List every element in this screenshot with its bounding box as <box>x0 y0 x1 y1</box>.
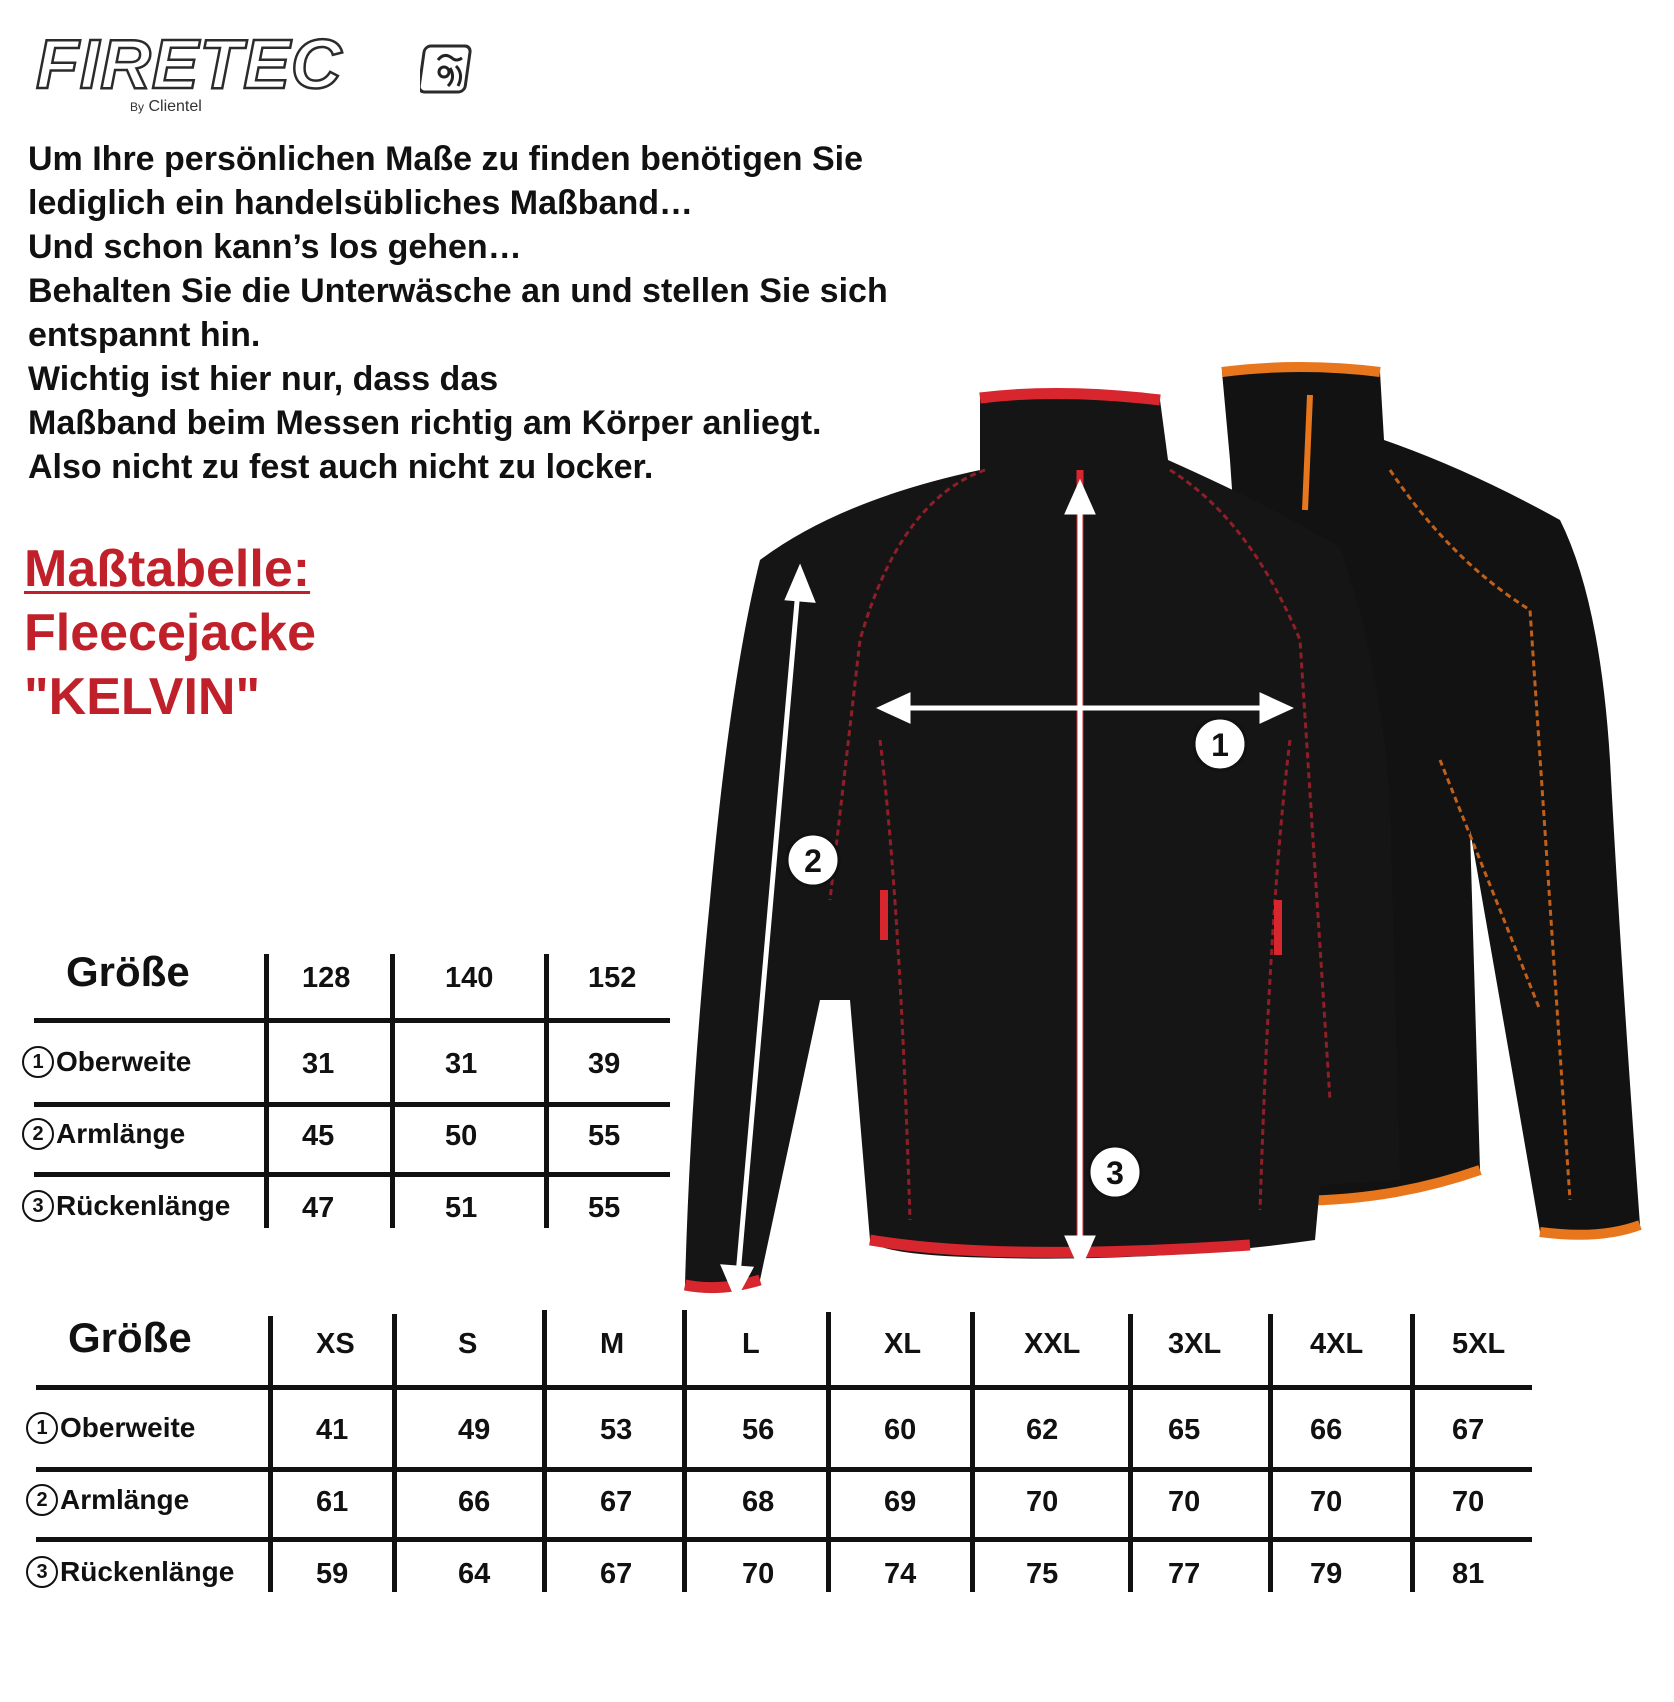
row-label-text: Rückenlänge <box>60 1556 235 1587</box>
table-divider <box>392 1314 397 1592</box>
table-divider <box>390 954 395 1228</box>
table-header-label: Größe <box>66 948 190 995</box>
table-cell: 61 <box>316 1486 349 1518</box>
table-cell: 68 <box>742 1486 775 1518</box>
intro-line: entspannt hin. <box>28 316 261 354</box>
size-header: 152 <box>588 962 637 994</box>
intro-line: Um Ihre persönlichen Maße zu finden benötigen Sie <box>28 140 863 178</box>
table-cell: 70 <box>1026 1486 1059 1518</box>
table-cell: 59 <box>316 1558 349 1590</box>
front-jacket-red-trim <box>685 393 1400 1287</box>
table-cell: 31 <box>302 1048 335 1080</box>
table-cell: 70 <box>742 1558 775 1590</box>
table-cell: 51 <box>445 1192 478 1224</box>
table-cell: 70 <box>1452 1486 1485 1518</box>
table-divider <box>542 1310 547 1592</box>
table-cell: 70 <box>1168 1486 1201 1518</box>
marker-3 <box>1089 1146 1141 1198</box>
table-cell: 81 <box>1452 1558 1485 1590</box>
logo-wordmark: FIRETEC <box>36 25 343 103</box>
title-line: Fleecejacke <box>24 604 317 662</box>
table-rule <box>34 1172 670 1177</box>
intro-line: Behalten Sie die Unterwäsche an und stellen Sie sich <box>28 272 888 310</box>
table-cell: 66 <box>458 1486 491 1518</box>
size-header: L <box>742 1328 760 1360</box>
table-cell: 31 <box>445 1048 478 1080</box>
table-rule <box>34 1102 670 1107</box>
intro-line: Und schon kann’s los gehen… <box>28 228 522 266</box>
title-line: "KELVIN" <box>24 668 261 726</box>
table-divider <box>268 1316 273 1592</box>
table-divider <box>1410 1314 1415 1592</box>
row-label-text: Oberweite <box>56 1046 192 1077</box>
table-cell: 67 <box>1452 1414 1485 1446</box>
table-cell: 45 <box>302 1120 335 1152</box>
table-cell: 67 <box>600 1558 633 1590</box>
table-cell: 55 <box>588 1120 621 1152</box>
table-cell: 69 <box>884 1486 917 1518</box>
marker-1-label: 1 <box>1211 727 1229 763</box>
size-header: XL <box>884 1328 922 1360</box>
intro-line: Maßband beim Messen richtig am Körper anliegt. <box>28 404 822 442</box>
table-cell: 70 <box>1310 1486 1343 1518</box>
table-row-label <box>26 1484 189 1516</box>
table-divider <box>826 1312 831 1592</box>
number-1-icon: 1 <box>22 1046 54 1078</box>
size-header: 128 <box>302 962 351 994</box>
table-rule <box>36 1467 1532 1472</box>
size-header: 5XL <box>1452 1328 1506 1360</box>
row-label-text: Armlänge <box>56 1118 186 1149</box>
table-cell: 53 <box>600 1414 633 1446</box>
table-cell: 56 <box>742 1414 775 1446</box>
size-header: XS <box>316 1328 355 1360</box>
table-cell: 75 <box>1026 1558 1059 1590</box>
table-cell: 49 <box>458 1414 491 1446</box>
table-row-label <box>26 1412 195 1444</box>
table-row-label <box>22 1046 191 1078</box>
table-divider <box>544 954 549 1228</box>
number-2-icon: 2 <box>22 1118 54 1150</box>
table-header-label: Größe <box>68 1314 192 1361</box>
row-label-text: Armlänge <box>60 1484 190 1515</box>
table-cell: 67 <box>600 1486 633 1518</box>
table-cell: 66 <box>1310 1414 1343 1446</box>
marker-2-label: 2 <box>804 843 822 879</box>
table-row-label <box>22 1190 230 1222</box>
intro-line: Also nicht zu fest auch nicht zu locker. <box>28 448 654 486</box>
number-3-icon: 3 <box>22 1190 54 1222</box>
table-cell: 55 <box>588 1192 621 1224</box>
marker-2 <box>787 834 839 886</box>
table-row-label <box>22 1118 185 1150</box>
table-rule <box>34 1018 670 1023</box>
row-label-text: Oberweite <box>60 1412 196 1443</box>
table-cell: 39 <box>588 1048 621 1080</box>
table-divider <box>1128 1314 1133 1592</box>
table-cell: 64 <box>458 1558 491 1590</box>
intro-line: Wichtig ist hier nur, dass das <box>28 360 499 398</box>
table-cell: 77 <box>1168 1558 1201 1590</box>
table-cell: 74 <box>884 1558 917 1590</box>
size-header: 4XL <box>1310 1328 1364 1360</box>
table-divider <box>264 954 269 1228</box>
size-header: XXL <box>1024 1328 1081 1360</box>
table-divider <box>1268 1314 1273 1592</box>
logo-maker-text: Clientel <box>148 98 202 115</box>
table-divider <box>682 1310 687 1592</box>
table-rule <box>36 1537 1532 1542</box>
size-header: 140 <box>445 962 494 994</box>
table-cell: 79 <box>1310 1558 1343 1590</box>
title-line: Maßtabelle: <box>24 540 311 598</box>
size-header: 3XL <box>1168 1328 1222 1360</box>
table-cell: 47 <box>302 1192 335 1224</box>
table-divider <box>970 1312 975 1592</box>
marker-1 <box>1194 718 1246 770</box>
table-cell: 62 <box>1026 1414 1059 1446</box>
logo-by-text: By <box>130 100 145 114</box>
table-cell: 65 <box>1168 1414 1201 1446</box>
table-cell: 50 <box>445 1120 478 1152</box>
table-cell: 60 <box>884 1414 917 1446</box>
size-header: S <box>458 1328 478 1360</box>
marker-3-label: 3 <box>1106 1155 1124 1191</box>
intro-line: lediglich ein handelsübliches Maßband… <box>28 184 693 222</box>
table-rule <box>36 1385 1532 1390</box>
row-label-text: Rückenlänge <box>56 1190 231 1221</box>
size-header: M <box>600 1328 625 1360</box>
number-2-icon: 2 <box>26 1484 58 1516</box>
table-row-label <box>26 1556 234 1588</box>
table-cell: 41 <box>316 1414 349 1446</box>
number-1-icon: 1 <box>26 1412 58 1444</box>
number-3-icon: 3 <box>26 1556 58 1588</box>
